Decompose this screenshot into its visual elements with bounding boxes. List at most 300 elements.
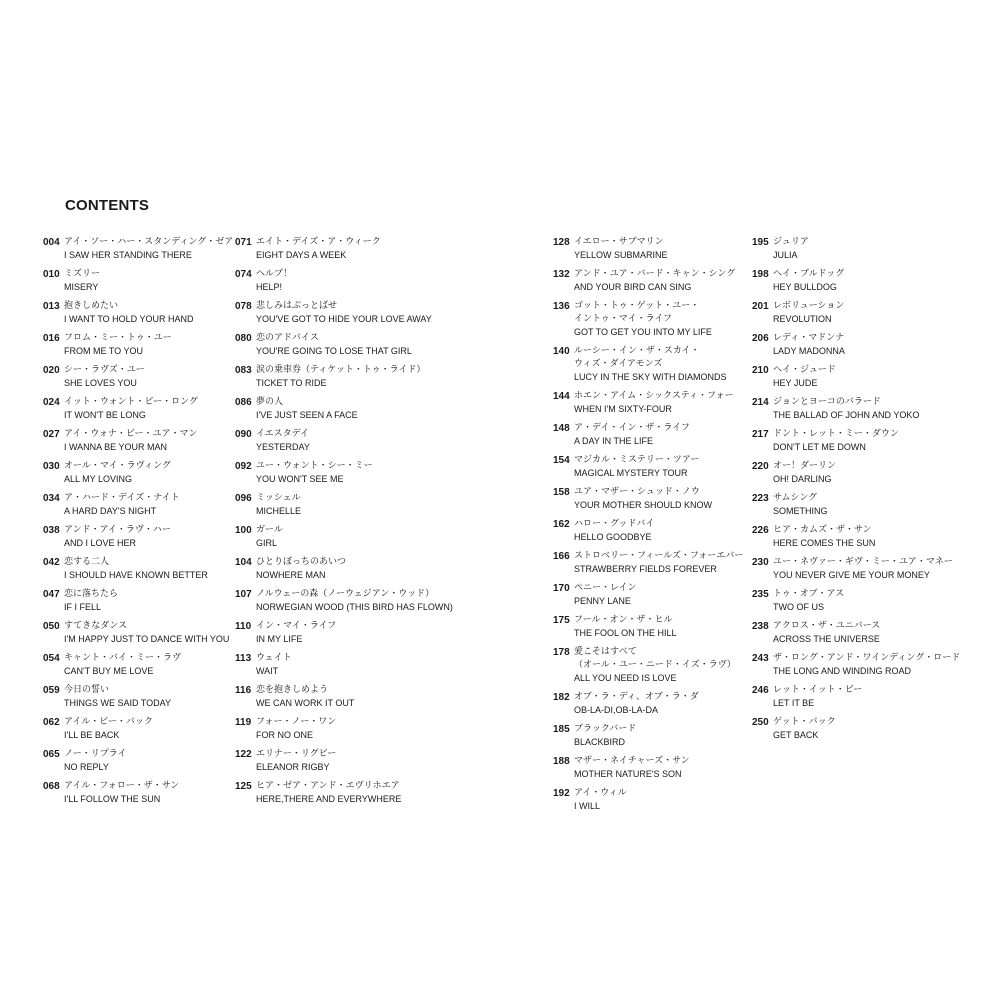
- toc-page-number: 092: [235, 461, 252, 472]
- toc-titles: [574, 582, 773, 608]
- toc-page-number: 136: [553, 301, 570, 312]
- toc-entry: [553, 723, 773, 749]
- toc-page-number: 086: [235, 397, 252, 408]
- toc-title-english: I WANNA BE YOUR MAN: [64, 442, 168, 452]
- toc-title-japanese: 今日の誓い: [64, 685, 110, 695]
- toc-title-english: WHEN I'M SIXTY-FOUR: [574, 404, 672, 414]
- toc-title-japanese: ヘルプ！: [256, 269, 293, 279]
- toc-titles: [256, 716, 455, 742]
- toc-page-number: 162: [553, 519, 570, 530]
- toc-page-number: 170: [553, 583, 570, 594]
- toc-title-english: DON'T LET ME DOWN: [773, 442, 866, 452]
- toc-title-japanese: シー・ラヴズ・ユー: [64, 365, 145, 375]
- toc-entry: [235, 780, 455, 806]
- toc-title-english: ELEANOR RIGBY: [256, 762, 330, 772]
- toc-title-english: I WILL: [574, 801, 601, 811]
- toc-title-english: A HARD DAY'S NIGHT: [64, 506, 157, 516]
- toc-page-number: 195: [752, 237, 769, 248]
- toc-column-2: [235, 236, 455, 812]
- toc-titles: [64, 396, 263, 422]
- toc-entry: [553, 550, 773, 576]
- toc-title-english: NO REPLY: [64, 762, 109, 772]
- toc-entry: [235, 300, 455, 326]
- toc-page-number: 206: [752, 333, 769, 344]
- toc-titles: [773, 460, 972, 486]
- toc-titles: [773, 332, 972, 358]
- toc-page-number: 042: [43, 557, 60, 568]
- toc-page-number: 100: [235, 525, 252, 536]
- toc-title-english: WE CAN WORK IT OUT: [256, 698, 355, 708]
- toc-title-japanese: マザー・ネイチャーズ・サン: [574, 756, 690, 766]
- toc-title-japanese: レット・イット・ビー: [773, 685, 863, 695]
- toc-entry: [235, 748, 455, 774]
- toc-title-english: MOTHER NATURE'S SON: [574, 769, 682, 779]
- toc-entry: [553, 582, 773, 608]
- toc-title-english: TICKET TO RIDE: [256, 378, 327, 388]
- toc-title-japanese: イット・ウォント・ビー・ロング: [64, 397, 198, 407]
- toc-entry: [752, 684, 972, 710]
- toc-entry: [752, 428, 972, 454]
- toc-page-number: 038: [43, 525, 60, 536]
- toc-titles: [574, 550, 773, 576]
- toc-titles: [256, 780, 455, 806]
- toc-title-english: HELLO GOODBYE: [574, 532, 652, 542]
- toc-titles: [64, 300, 263, 326]
- toc-titles: [773, 588, 972, 614]
- toc-column-4: [752, 236, 972, 748]
- toc-title-english: SHE LOVES YOU: [64, 378, 137, 388]
- toc-entry: [235, 268, 455, 294]
- toc-titles: [256, 300, 455, 326]
- toc-entry: [752, 588, 972, 614]
- toc-page-number: 059: [43, 685, 60, 696]
- toc-title-japanese: サムシング: [773, 493, 818, 503]
- toc-titles: [773, 652, 972, 678]
- toc-titles: [773, 428, 972, 454]
- toc-titles: [64, 716, 263, 742]
- toc-page-number: 243: [752, 653, 769, 664]
- toc-title-japanese: ヒア・カムズ・ザ・サン: [773, 525, 872, 535]
- toc-title-english: HERE,THERE AND EVERYWHERE: [256, 794, 402, 804]
- toc-page-number: 198: [752, 269, 769, 280]
- toc-title-japanese: アイル・ビー・バック: [64, 717, 153, 727]
- toc-title-japanese: アイ・ウィル: [574, 788, 627, 798]
- toc-page-number: 230: [752, 557, 769, 568]
- toc-titles: [256, 748, 455, 774]
- toc-entry: [752, 556, 972, 582]
- toc-title-japanese: ルーシー・イン・ザ・スカイ・ ウィズ・ダイアモンズ: [574, 346, 700, 369]
- toc-page-number: 004: [43, 237, 60, 248]
- toc-entry: [752, 332, 972, 358]
- toc-title-english: GIRL: [256, 538, 278, 548]
- toc-page-number: 116: [235, 685, 252, 696]
- toc-title-japanese: 夢の人: [256, 397, 284, 407]
- toc-title-english: IT WON'T BE LONG: [64, 410, 146, 420]
- toc-page-number: 175: [553, 615, 570, 626]
- toc-title-japanese: アイ・ソー・ハー・スタンディング・ゼア: [64, 237, 234, 247]
- toc-entry: [43, 684, 263, 710]
- toc-title-english: I'VE JUST SEEN A FACE: [256, 410, 358, 420]
- toc-title-english: YOUR MOTHER SHOULD KNOW: [574, 500, 713, 510]
- toc-entry: [752, 364, 972, 390]
- toc-entry: [235, 364, 455, 390]
- toc-titles: [64, 684, 263, 710]
- toc-title-japanese: ユー・ウォント・シー・ミー: [256, 461, 373, 471]
- toc-titles: [256, 332, 455, 358]
- toc-entry: [752, 524, 972, 550]
- toc-entry: [235, 652, 455, 678]
- toc-title-japanese: エイト・デイズ・ア・ウィーク: [256, 237, 381, 247]
- toc-page-number: 220: [752, 461, 769, 472]
- toc-page-number: 054: [43, 653, 60, 664]
- toc-entry: [43, 652, 263, 678]
- toc-title-english: OB-LA-DI,OB-LA-DA: [574, 705, 659, 715]
- toc-page-number: 132: [553, 269, 570, 280]
- toc-page-number: 010: [43, 269, 60, 280]
- toc-entry: [43, 748, 263, 774]
- toc-titles: [773, 300, 972, 326]
- toc-entry: [43, 428, 263, 454]
- toc-page-number: 104: [235, 557, 252, 568]
- toc-title-japanese: エリナー・リグビー: [256, 749, 337, 759]
- toc-entry: [235, 460, 455, 486]
- toc-titles: [256, 620, 455, 646]
- toc-titles: [773, 620, 972, 646]
- toc-title-english: HELP!: [256, 282, 283, 292]
- toc-entry: [43, 620, 263, 646]
- toc-title-english: A DAY IN THE LIFE: [574, 436, 654, 446]
- toc-entry: [235, 620, 455, 646]
- toc-title-japanese: ジュリア: [773, 237, 809, 247]
- toc-titles: [256, 236, 455, 262]
- toc-page-number: 166: [553, 551, 570, 562]
- toc-entry: [553, 787, 773, 813]
- toc-titles: [574, 486, 773, 512]
- toc-title-japanese: イエスタデイ: [256, 429, 310, 439]
- toc-page-number: 062: [43, 717, 60, 728]
- toc-entry: [752, 652, 972, 678]
- toc-title-japanese: 恋を抱きしめよう: [256, 685, 329, 695]
- toc-titles: [773, 364, 972, 390]
- toc-page-number: 210: [752, 365, 769, 376]
- toc-page-number: 080: [235, 333, 252, 344]
- toc-entry: [43, 364, 263, 390]
- toc-page-number: 110: [235, 621, 252, 632]
- toc-title-japanese: アンド・アイ・ラヴ・ハー: [64, 525, 171, 535]
- toc-title-english: LUCY IN THE SKY WITH DIAMONDS: [574, 372, 727, 382]
- toc-titles: [64, 236, 263, 262]
- toc-title-japanese: ザ・ロング・アンド・ワインディング・ロード: [773, 653, 961, 663]
- toc-title-japanese: ノルウェーの森（ノーウェジアン・ウッド）: [256, 589, 435, 599]
- toc-title-japanese: ハロー・グッドバイ: [574, 519, 655, 529]
- toc-page-number: 024: [43, 397, 60, 408]
- toc-title-english: I SHOULD HAVE KNOWN BETTER: [64, 570, 208, 580]
- toc-title-english: YOU'RE GOING TO LOSE THAT GIRL: [256, 346, 412, 356]
- toc-entry: [553, 486, 773, 512]
- toc-column-3: [553, 236, 773, 819]
- toc-page-number: 178: [553, 647, 570, 658]
- toc-title-english: ALL YOU NEED IS LOVE: [574, 673, 677, 683]
- toc-page-number: 250: [752, 717, 769, 728]
- toc-title-english: MAGICAL MYSTERY TOUR: [574, 468, 688, 478]
- toc-title-japanese: イエロー・サブマリン: [574, 237, 664, 247]
- toc-title-english: YOU NEVER GIVE ME YOUR MONEY: [773, 570, 930, 580]
- toc-title-english: MICHELLE: [256, 506, 302, 516]
- toc-titles: [773, 524, 972, 550]
- toc-title-japanese: 恋する二人: [64, 557, 110, 567]
- toc-title-japanese: ジョンとヨーコのバラード: [773, 397, 881, 407]
- toc-page-number: 113: [235, 653, 252, 664]
- toc-title-japanese: アクロス・ザ・ユニバース: [773, 621, 881, 631]
- toc-title-english: BLACKBIRD: [574, 737, 626, 747]
- toc-entry: [553, 454, 773, 480]
- toc-title-english: LADY MADONNA: [773, 346, 845, 356]
- toc-titles: [64, 620, 263, 646]
- toc-entry: [752, 396, 972, 422]
- toc-title-japanese: ドント・レット・ミー・ダウン: [773, 429, 899, 439]
- toc-titles: [256, 268, 455, 294]
- toc-titles: [574, 422, 773, 448]
- toc-entry: [43, 332, 263, 358]
- toc-entry: [43, 236, 263, 262]
- toc-titles: [574, 614, 773, 640]
- toc-page-number: 223: [752, 493, 769, 504]
- toc-title-english: ALL MY LOVING: [64, 474, 133, 484]
- toc-title-japanese: ウェイト: [256, 653, 292, 663]
- toc-titles: [64, 364, 263, 390]
- toc-titles: [574, 300, 773, 339]
- toc-title-japanese: ヘイ・ジュード: [773, 365, 836, 375]
- toc-title-japanese: ホエン・アイム・シックスティ・フォー: [574, 391, 734, 401]
- toc-title-japanese: ひとりぼっちのあいつ: [256, 557, 347, 567]
- toc-page-number: 238: [752, 621, 769, 632]
- toc-title-japanese: オブ・ラ・ディ、オブ・ラ・ダ: [574, 692, 699, 702]
- toc-titles: [64, 492, 263, 518]
- toc-title-english: ACROSS THE UNIVERSE: [773, 634, 880, 644]
- toc-page-number: 047: [43, 589, 60, 600]
- toc-page-number: 078: [235, 301, 252, 312]
- toc-page-number: 090: [235, 429, 252, 440]
- toc-title-english: THINGS WE SAID TODAY: [64, 698, 172, 708]
- toc-titles: [574, 454, 773, 480]
- page-title: CONTENTS: [65, 197, 150, 214]
- toc-column-1: [43, 236, 263, 812]
- toc-title-english: I'LL BE BACK: [64, 730, 120, 740]
- toc-titles: [574, 345, 773, 384]
- toc-entry: [235, 556, 455, 582]
- toc-entry: [235, 524, 455, 550]
- toc-titles: [574, 787, 773, 813]
- toc-titles: [64, 524, 263, 550]
- toc-titles: [64, 332, 263, 358]
- toc-title-english: EIGHT DAYS A WEEK: [256, 250, 347, 260]
- toc-page-number: 065: [43, 749, 60, 760]
- toc-titles: [773, 684, 972, 710]
- toc-titles: [256, 396, 455, 422]
- toc-title-english: STRAWBERRY FIELDS FOREVER: [574, 564, 717, 574]
- toc-title-english: GOT TO GET YOU INTO MY LIFE: [574, 327, 712, 337]
- toc-entry: [553, 691, 773, 717]
- toc-page-number: 140: [553, 346, 570, 357]
- toc-page-number: 013: [43, 301, 60, 312]
- toc-entry: [43, 460, 263, 486]
- toc-page-number: 096: [235, 493, 252, 504]
- toc-title-japanese: ガール: [256, 525, 283, 535]
- toc-page-number: 148: [553, 423, 570, 434]
- toc-title-japanese: ブラックバード: [574, 724, 637, 734]
- toc-title-japanese: レボリューション: [773, 301, 845, 311]
- toc-entry: [752, 620, 972, 646]
- toc-title-english: OH! DARLING: [773, 474, 832, 484]
- toc-page-number: 030: [43, 461, 60, 472]
- toc-titles: [574, 755, 773, 781]
- toc-title-japanese: ノー・リプライ: [64, 749, 127, 759]
- toc-title-japanese: アンド・ユア・バード・キャン・シング: [574, 269, 736, 279]
- toc-entry: [553, 422, 773, 448]
- toc-title-japanese: 涙の乗車券（ティケット・トゥ・ライド）: [256, 365, 426, 375]
- toc-page-number: 144: [553, 391, 570, 402]
- toc-page-number: 122: [235, 749, 252, 760]
- toc-titles: [64, 556, 263, 582]
- toc-page-number: 235: [752, 589, 769, 600]
- toc-title-japanese: 愛こそはすべて （オール・ユー・ニード・イズ・ラヴ）: [574, 647, 736, 670]
- toc-entry: [43, 268, 263, 294]
- toc-entry: [235, 396, 455, 422]
- toc-titles: [574, 646, 773, 685]
- toc-page-number: 154: [553, 455, 570, 466]
- toc-title-japanese: ミッシェル: [256, 493, 301, 503]
- toc-page-number: 016: [43, 333, 60, 344]
- toc-titles: [256, 460, 455, 486]
- toc-page-number: 027: [43, 429, 60, 440]
- toc-title-english: YELLOW SUBMARINE: [574, 250, 668, 260]
- toc-page-number: 201: [752, 301, 769, 312]
- toc-page-number: 246: [752, 685, 769, 696]
- toc-title-english: CAN'T BUY ME LOVE: [64, 666, 154, 676]
- toc-titles: [773, 556, 972, 582]
- toc-title-japanese: キャント・バイ・ミー・ラヴ: [64, 653, 182, 663]
- toc-title-japanese: イン・マイ・ライフ: [256, 621, 337, 631]
- toc-titles: [574, 390, 773, 416]
- toc-entry: [43, 556, 263, 582]
- toc-title-english: YOU'VE GOT TO HIDE YOUR LOVE AWAY: [256, 314, 432, 324]
- toc-title-english: PENNY LANE: [574, 596, 631, 606]
- toc-title-english: SOMETHING: [773, 506, 828, 516]
- toc-title-japanese: アイ・ウォナ・ビー・ユア・マン: [64, 429, 198, 439]
- toc-title-japanese: 恋に落ちたら: [64, 589, 119, 599]
- toc-title-english: WAIT: [256, 666, 279, 676]
- toc-titles: [64, 428, 263, 454]
- toc-entry: [43, 396, 263, 422]
- toc-title-english: LET IT BE: [773, 698, 815, 708]
- toc-page-number: 226: [752, 525, 769, 536]
- toc-page-number: 217: [752, 429, 769, 440]
- toc-title-english: I SAW HER STANDING THERE: [64, 250, 192, 260]
- toc-entry: [553, 268, 773, 294]
- toc-entry: [235, 716, 455, 742]
- toc-title-english: REVOLUTION: [773, 314, 832, 324]
- toc-titles: [574, 518, 773, 544]
- toc-title-english: I'LL FOLLOW THE SUN: [64, 794, 161, 804]
- toc-titles: [256, 364, 455, 390]
- toc-title-japanese: ストロベリー・フィールズ・フォーエバー: [574, 551, 744, 561]
- toc-titles: [64, 780, 263, 806]
- toc-page-number: 074: [235, 269, 252, 280]
- toc-title-japanese: ア・ハード・デイズ・ナイト: [64, 493, 180, 503]
- toc-title-english: AND I LOVE HER: [64, 538, 137, 548]
- toc-title-english: FOR NO ONE: [256, 730, 314, 740]
- toc-entry: [43, 588, 263, 614]
- toc-titles: [574, 236, 773, 262]
- toc-title-english: HERE COMES THE SUN: [773, 538, 876, 548]
- toc-titles: [574, 723, 773, 749]
- toc-title-english: TWO OF US: [773, 602, 824, 612]
- toc-entry: [43, 300, 263, 326]
- toc-entry: [553, 300, 773, 339]
- toc-entry: [43, 780, 263, 806]
- toc-title-japanese: トゥ・オブ・アス: [773, 589, 845, 599]
- toc-entry: [235, 236, 455, 262]
- toc-entry: [752, 236, 972, 262]
- toc-title-japanese: ヒア・ゼア・アンド・エヴリホエア: [256, 781, 400, 791]
- toc-title-japanese: ユー・ネヴァー・ギヴ・ミー・ユア・マネー: [773, 557, 953, 567]
- toc-title-english: IF I FELL: [64, 602, 102, 612]
- toc-titles: [773, 716, 972, 742]
- toc-entry: [752, 460, 972, 486]
- toc-title-japanese: ヘイ・ブルドッグ: [773, 269, 845, 279]
- toc-page-number: 182: [553, 692, 570, 703]
- toc-page-number: 128: [553, 237, 570, 248]
- toc-entry: [752, 268, 972, 294]
- toc-title-english: THE FOOL ON THE HILL: [574, 628, 677, 638]
- toc-title-japanese: フロム・ミー・トゥ・ユー: [64, 333, 172, 343]
- toc-title-japanese: フール・オン・ザ・ヒル: [574, 615, 673, 625]
- toc-entry: [235, 332, 455, 358]
- toc-titles: [773, 236, 972, 262]
- toc-title-japanese: ゴット・トゥ・ゲット・ユー・ イントゥ・マイ・ライフ: [574, 301, 700, 324]
- toc-title-japanese: ア・デイ・イン・ザ・ライフ: [574, 423, 690, 433]
- toc-title-japanese: ゲット・バック: [773, 717, 836, 727]
- toc-entry: [553, 390, 773, 416]
- toc-title-english: NOWHERE MAN: [256, 570, 326, 580]
- toc-titles: [773, 396, 972, 422]
- toc-title-english: NORWEGIAN WOOD (THIS BIRD HAS FLOWN): [256, 602, 453, 612]
- toc-entry: [235, 428, 455, 454]
- toc-page-number: 214: [752, 397, 769, 408]
- toc-entry: [235, 684, 455, 710]
- toc-page-number: 192: [553, 788, 570, 799]
- toc-titles: [574, 691, 773, 717]
- toc-page-number: 125: [235, 781, 252, 792]
- toc-title-english: YESTERDAY: [256, 442, 310, 452]
- toc-page-number: 034: [43, 493, 60, 504]
- toc-title-japanese: ミズリー: [64, 269, 101, 279]
- toc-entry: [553, 646, 773, 685]
- toc-entry: [752, 300, 972, 326]
- toc-titles: [256, 428, 455, 454]
- toc-titles: [64, 588, 263, 614]
- toc-entry: [43, 716, 263, 742]
- toc-page-number: 188: [553, 756, 570, 767]
- toc-title-english: IN MY LIFE: [256, 634, 303, 644]
- toc-title-japanese: ペニー・レイン: [574, 583, 637, 593]
- toc-title-english: GET BACK: [773, 730, 819, 740]
- toc-titles: [64, 652, 263, 678]
- toc-titles: [64, 748, 263, 774]
- toc-title-english: FROM ME TO YOU: [64, 346, 144, 356]
- toc-page-number: 107: [235, 589, 252, 600]
- toc-page-number: 050: [43, 621, 60, 632]
